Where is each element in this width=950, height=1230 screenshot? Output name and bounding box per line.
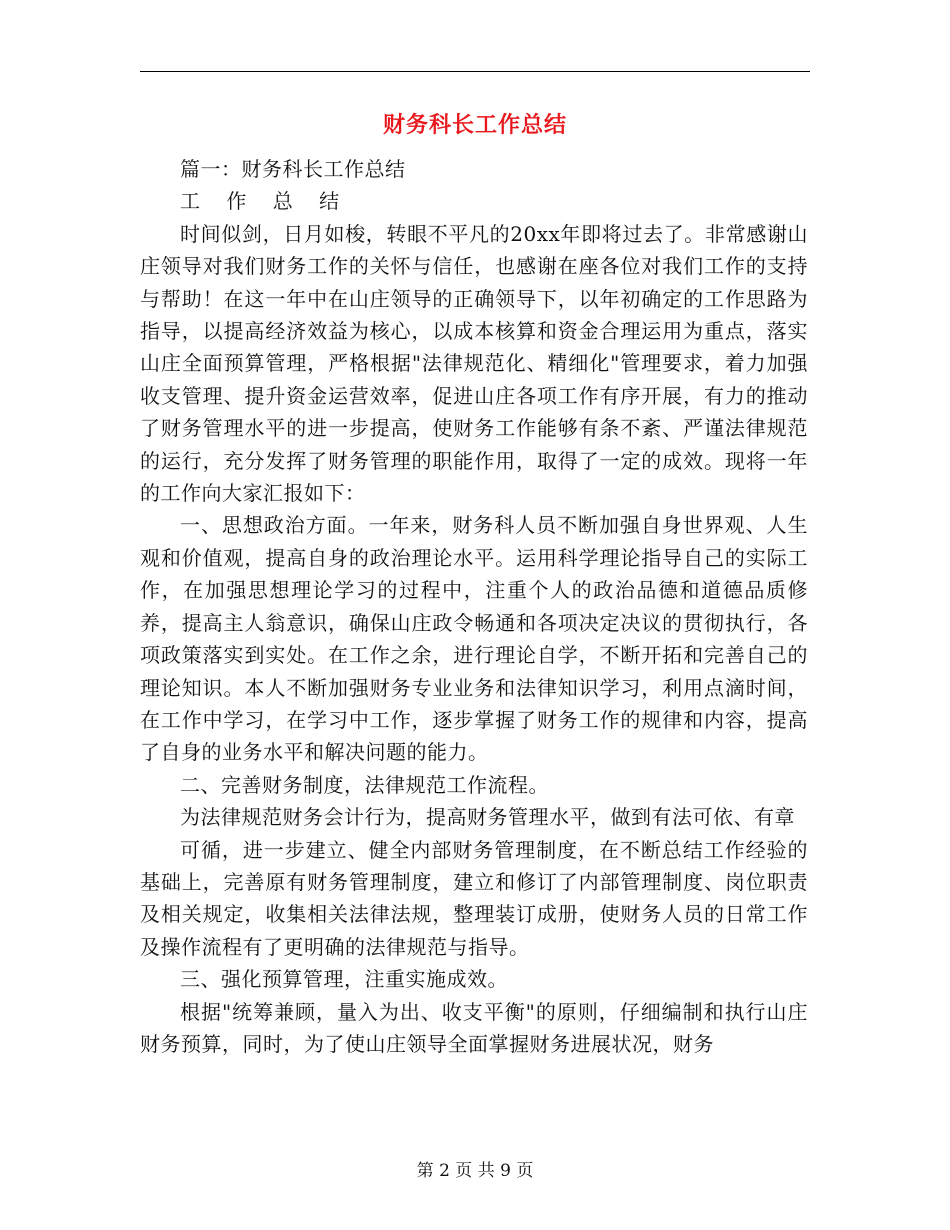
finance-system-paragraph-continued: 可循，进一步建立、健全内部财务管理制度，在不断总结工作经验的基础上，完善原有财务管理制度，建立和修订了内部管理制度、岗位职责及相关规定，收集相关法律法规，整理装订成册，使财务人员的日常工作及操作流程有了更明确的法律规范与指导。 (140, 837, 808, 959)
section-heading-finance-system: 二、完善财务制度，法律规范工作流程。 (180, 772, 549, 797)
summary-heading: 工 作 总 结 (180, 189, 350, 214)
header-rule (140, 71, 810, 72)
page-number: 第 2 页 共 9 页 (416, 1161, 534, 1181)
finance-system-paragraph-start: 为法律规范财务会计行为，提高财务管理水平，做到有法可依、有章 (180, 805, 795, 830)
section-heading-part-one: 篇一：财务科长工作总结 (180, 157, 406, 181)
document-title: 财务科长工作总结 (382, 112, 567, 138)
document-body (140, 153, 808, 1060)
intro-paragraph: 时间似剑，日月如梭，转眼不平凡的20xx年即将过去了。非常感谢山庄领导对我们财务工作的关怀与信任，也感谢在座各位对我们工作的支持与帮助！在这一年中在山庄领导的正确领导下，以年初确定的工作思路为指导，以提高经济效益为核心，以成本核算和资金合理运用为重点，落实山庄全面预算管理，严格根据"法律规范化、精细化"管理要求，着力加强收支管理、提升资金运营效率，促进山庄各项工作有序开展，有力的推动了财务管理水平的进一步提高，使财务工作能够有条不紊、严谨法律规范的运行，充分发挥了财务管理的职能作用，取得了一定的成效。现将一年的工作向大家汇报如下： (140, 221, 808, 506)
budget-paragraph: 根据"统筹兼顾，量入为出、收支平衡"的原则，仔细编制和执行山庄财务预算，同时，为了使山庄领导全面掌握财务进展状况，财务 (140, 999, 808, 1056)
ideology-paragraph: 一、思想政治方面。一年来，财务科人员不断加强自身世界观、人生观和价值观，提高自身的政治理论水平。运用科学理论指导自己的实际工作，在加强思想理论学习的过程中，注重个人的政治品德和道德品质修养，提高主人翁意识，确保山庄政令畅通和各项决定决议的贯彻执行，各项政策落实到实处。在工作之余，进行理论自学，不断开拓和完善自己的理论知识。本人不断加强财务专业业务和法律知识学习，利用点滴时间，在工作中学习，在学习中工作，逐步掌握了财务工作的规律和内容，提高了自身的业务水平和解决问题的能力。 (140, 513, 808, 765)
section-heading-budget: 三、强化预算管理，注重实施成效。 (180, 967, 508, 992)
